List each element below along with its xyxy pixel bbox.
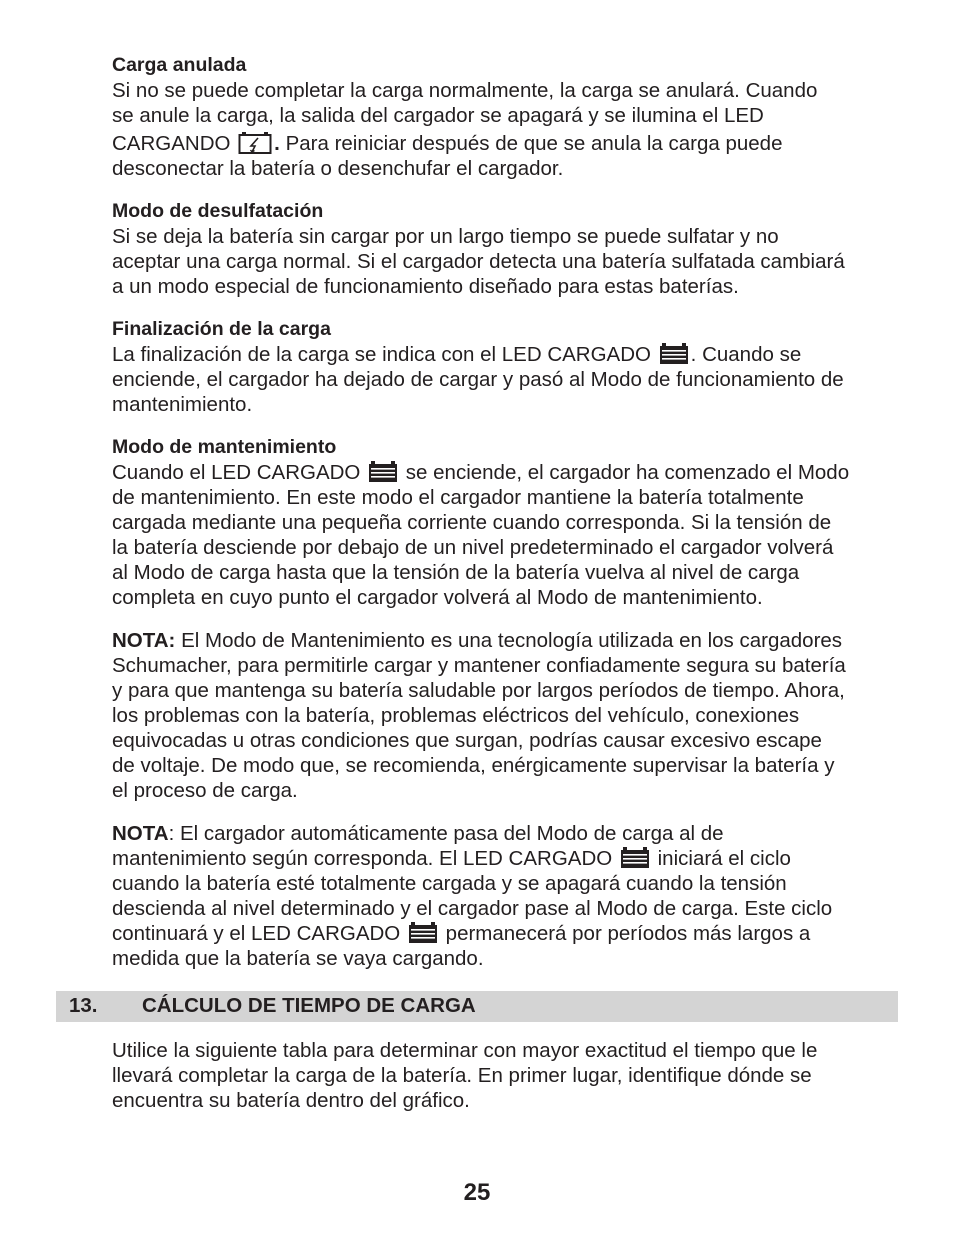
text-span: Para reiniciar después de que se anula la carga puede xyxy=(285,132,783,155)
text-line: descienda al nivel determinado y el cargador pase al Modo de carga. Este ciclo xyxy=(112,897,833,920)
text-line: Utilice la siguiente tabla para determinar con mayor exactitud el tiempo que le xyxy=(112,1039,818,1062)
text-line: los problemas con la batería, problemas eléctricos del vehículo, conexiones xyxy=(112,704,800,727)
section-13-intro xyxy=(112,1038,902,1113)
text-span: . xyxy=(274,132,286,155)
text-line: al Modo de carga hasta que la tensión de la batería vuelva al nivel de carga xyxy=(112,561,800,584)
text-span: se enciende, el cargador ha comenzado el Modo xyxy=(405,461,850,484)
text-line xyxy=(112,821,902,846)
section-carga-anulada xyxy=(112,53,902,181)
text-line: de voltaje. De modo que, se recomienda, enérgicamente supervisar la batería y xyxy=(112,754,835,777)
heading-desulfatacion: Modo de desulfatación xyxy=(112,200,324,222)
text-line: aceptar una carga normal. Si el cargador detecta una batería sulfatada cambiará xyxy=(112,250,845,273)
text-line: Si se deja la batería sin cargar por un largo tiempo se puede sulfatar y no xyxy=(112,225,779,248)
text-line: enciende, el cargador ha dejado de cargar y pasó al Modo de funcionamiento de xyxy=(112,368,844,391)
text-line: medida que la batería se vaya cargando. xyxy=(112,947,484,970)
text-line: el proceso de carga. xyxy=(112,779,298,802)
text-span: mantenimiento según corresponda. El LED CARGADO xyxy=(112,847,613,870)
charged-battery-icon xyxy=(368,461,398,483)
text-span: permanecerá por períodos más largos a xyxy=(445,922,811,945)
text-line: Si no se puede completar la carga normalmente, la carga se anulará. Cuando xyxy=(112,79,818,102)
text-span: . Cuando se xyxy=(690,343,802,366)
charged-battery-icon xyxy=(659,343,689,365)
note-label: NOTA xyxy=(112,822,169,845)
text-span: Cuando el LED CARGADO xyxy=(112,461,361,484)
text-line xyxy=(112,846,902,871)
section-13-heading-bar xyxy=(56,991,898,1022)
charged-battery-icon xyxy=(620,847,650,869)
text-line: cargada mediante una pequeña corriente cuando corresponda. Si la tensión de xyxy=(112,511,832,534)
text-line: llevará completar la carga de la batería. En primer lugar, identifique dónde se xyxy=(112,1064,812,1087)
text-span: : El cargador automáticamente pasa del Modo de carga al de xyxy=(168,822,724,845)
note-1 xyxy=(112,628,902,803)
text-line: Schumacher, para permitirle cargar y mantener confiadamente segura su batería xyxy=(112,654,846,677)
heading-carga-anulada: Carga anulada xyxy=(112,54,247,76)
section-finalizacion xyxy=(112,317,902,417)
text-line: completa en cuyo punto el cargador volverá al Modo de mantenimiento. xyxy=(112,586,763,609)
section-desulfatacion xyxy=(112,199,902,299)
text-line xyxy=(112,460,902,485)
text-span: continuará y el LED CARGADO xyxy=(112,922,401,945)
text-line: encuentra su batería dentro del gráfico. xyxy=(112,1089,470,1112)
text-line: se anule la carga, la salida del cargador se apagará y se ilumina el LED xyxy=(112,104,764,127)
text-line: desconectar la batería o desenchufar el cargador. xyxy=(112,157,564,180)
section-title: CÁLCULO DE TIEMPO DE CARGA xyxy=(142,994,476,1017)
text-span: iniciará el ciclo xyxy=(657,847,791,870)
charged-battery-icon xyxy=(408,922,438,944)
note-label: NOTA: xyxy=(112,629,176,652)
text-line: cuando la batería esté totalmente cargada y se apagará cuando la tensión xyxy=(112,872,787,895)
text-line: de mantenimiento. En este modo el cargador mantiene la batería totalmente xyxy=(112,486,804,509)
text-line: a un modo especial de funcionamiento diseñado para estas baterías. xyxy=(112,275,739,298)
heading-mantenimiento: Modo de mantenimiento xyxy=(112,436,337,458)
text-line: la batería desciende por debajo de un nivel predeterminado el cargador volverá xyxy=(112,536,834,559)
section-mantenimiento xyxy=(112,435,902,610)
text-line xyxy=(112,342,902,367)
text-line: mantenimiento. xyxy=(112,393,253,416)
heading-finalizacion: Finalización de la carga xyxy=(112,318,331,340)
text-line xyxy=(112,131,902,156)
note-2 xyxy=(112,821,902,971)
section-number: 13. xyxy=(69,994,98,1017)
page-content xyxy=(112,53,902,971)
page-number: 25 xyxy=(463,1179,491,1206)
text-line: equivocadas u otras condiciones que surgan, podrías causar excesivo escape xyxy=(112,729,822,752)
charging-battery-icon xyxy=(238,131,272,155)
text-line xyxy=(112,921,902,946)
text-line: y para que mantenga su batería saludable por largos períodos de tiempo. Ahora, xyxy=(112,679,845,702)
text-span: La finalización de la carga se indica con el LED CARGADO xyxy=(112,343,651,366)
text-span: CARGANDO xyxy=(112,132,231,155)
text-line xyxy=(112,628,902,653)
text-span: El Modo de Mantenimiento es una tecnología utilizada en los cargadores xyxy=(181,629,843,652)
